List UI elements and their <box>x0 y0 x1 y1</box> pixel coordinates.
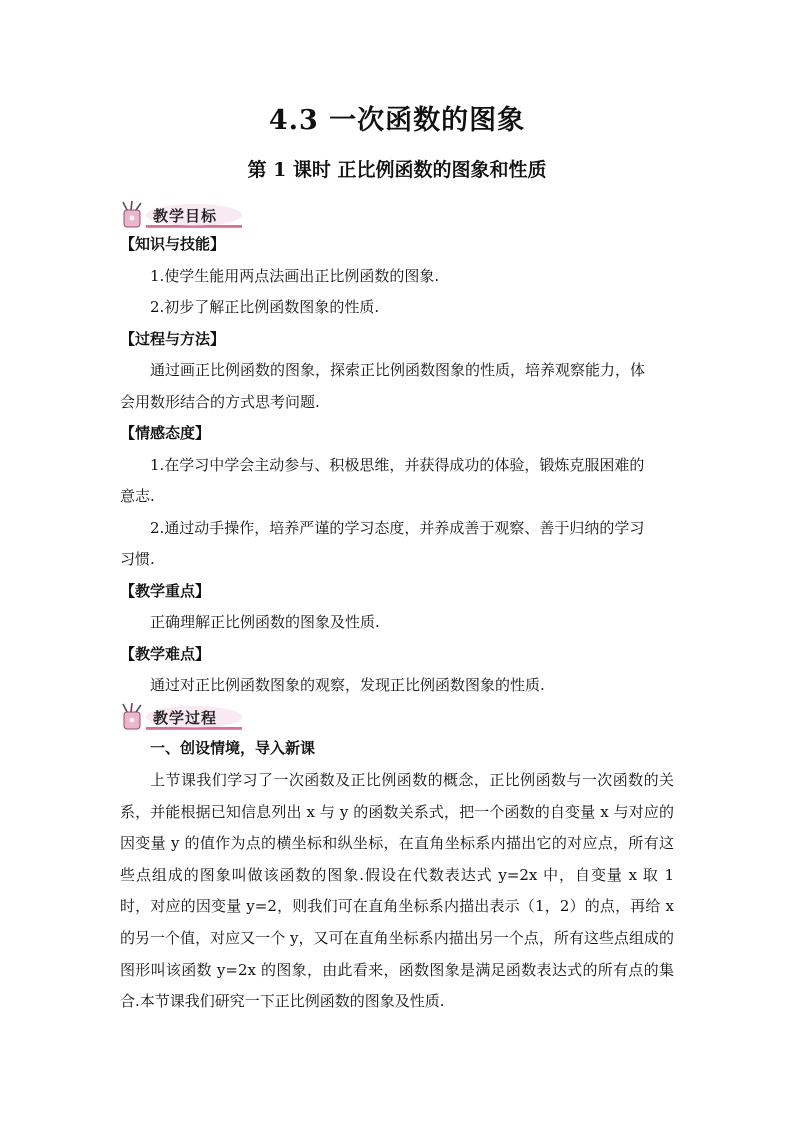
key-point-text: 正确理解正比例函数的图象及性质. <box>150 613 380 631</box>
objectives-badge-label: 教学目标 <box>153 207 218 225</box>
process-badge-label: 教学过程 <box>153 709 218 727</box>
attitude-heading: 【情感态度】 <box>120 424 211 442</box>
attitude-item-1-line-1: 1.在学习中学会主动参与、积极思维，并获得成功的体验，锻炼克服困难的 <box>150 456 645 474</box>
difficulty-heading: 【教学难点】 <box>120 645 211 663</box>
knowledge-item-2: 2.初步了解正比例函数图象的性质. <box>150 298 380 316</box>
attitude-item-2-line-1: 2.通过动手操作，培养严谨的学习态度，并养成善于观察、善于归纳的学习 <box>150 519 645 537</box>
knowledge-item-1: 1.使学生能用两点法画出正比例函数的图象. <box>150 267 440 285</box>
key-point-heading: 【教学重点】 <box>120 582 211 600</box>
method-heading: 【过程与方法】 <box>120 330 226 348</box>
page-title: 4.3 一次函数的图象 <box>268 105 526 136</box>
difficulty-text: 通过对正比例函数图象的观察，发现正比例函数图象的性质. <box>150 676 545 694</box>
method-text-line-1: 通过画正比例函数的图象，探索正比例函数图象的性质，培养观察能力，体 <box>150 361 646 379</box>
attitude-item-2-line-2: 习惯. <box>120 550 155 568</box>
section-1-paragraph: 上节课我们学习了一次函数及正比例函数的概念，正比例函数与一次函数的关系，并能根据已知信息列出 x 与 y 的函数关系式，把一个函数的自变量 x 与对应的因变量 y 的值作为点的横坐标和纵坐标，在直角坐标系内描出它的对应点，所有这些点组成的图象叫做该函数的图象.假设在代数表达式 y=2x 中，自变量 x 取 1 时，对应的因变量 y=2，则我们可在直角坐标系内描出表示（1，2）的点，再给 x 的另一个值，对应又一个 y，又可在直角坐标系内描出另一个点，所有这些点组成的图形叫该函数 y=2x 的图象，由此看来，函数图象是满足函数表达式的所有点的集合.本节课我们研究一下正比例函数的图象及性质. <box>120 771 674 1011</box>
process-badge <box>116 702 244 732</box>
method-text-line-2: 会用数形结合的方式思考问题. <box>120 393 320 411</box>
attitude-item-1-line-2: 意志. <box>120 487 155 505</box>
lesson-subtitle: 第 1 课时 正比例函数的图象和性质 <box>247 159 547 181</box>
objectives-badge <box>116 200 244 230</box>
knowledge-heading: 【知识与技能】 <box>120 235 226 253</box>
section-1-heading: 一、创设情境，导入新课 <box>150 739 316 757</box>
